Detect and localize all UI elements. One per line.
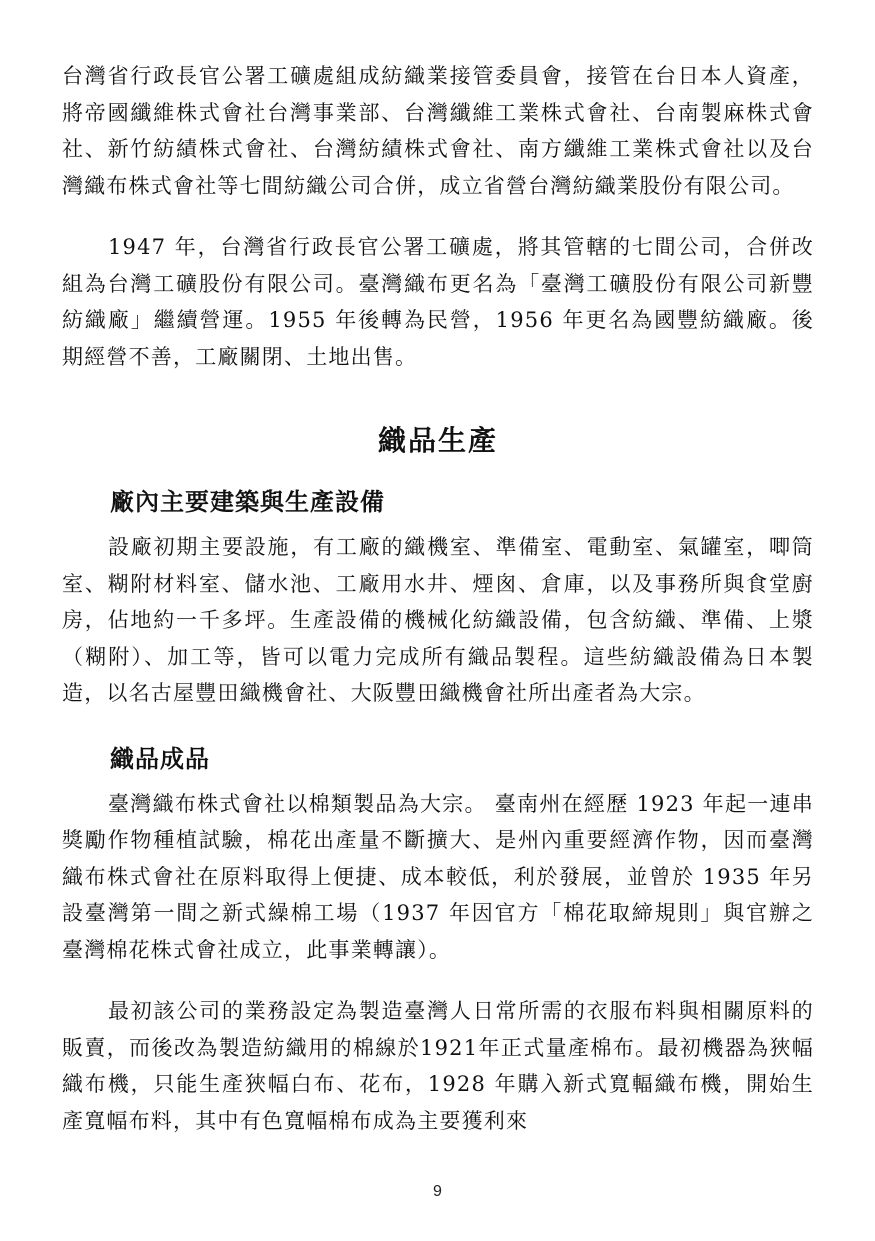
subheading-finished-products: 織品成品 bbox=[110, 744, 210, 773]
section-title: 織品生產 bbox=[377, 424, 498, 457]
paragraph-business-history: 最初該公司的業務設定為製造臺灣人日常所需的衣服布料與相關原料的販賣，而後改為製造紡織用的棉線於1921年正式量產棉布。最初機器為狹幅織布機，只能生產狹幅白布、花布，1928 年購入新式寬輻織布機，開始生產寬幅布料，其中有色寬幅棉布成為主要獲利來 bbox=[62, 999, 814, 1133]
paragraph-facilities: 設廠初期主要設施，有工廠的織機室、準備室、電動室、氣罐室，唧筒室、糊附材料室、儲水池、工廠用水井、煙囪、倉庫，以及事務所與食堂廚房，佔地約一千多坪。生產設備的機械化紡織設備，包含紡織、準備、上漿（糊附）、加工等，皆可以電力完成所有織品製程。這些紡織設備為日本製造，以名古屋豐田織機會社、大阪豐田織機會社所出產者為大宗。 bbox=[62, 535, 814, 705]
document-page bbox=[62, 58, 814, 1139]
paragraph-1947-reorganization: 1947 年，台灣省行政長官公署工礦處，將其管轄的七間公司，合併改組為台灣工礦股份有限公司。臺灣織布更名為「臺灣工礦股份有限公司新豐紡織廠」繼續營運。1955 年後轉為民營，1956 年更名為國豐紡織廠。後期經營不善，工廠關閉、土地出售。 bbox=[62, 235, 814, 369]
paragraph-merger: 台灣省行政長官公署工礦處組成紡織業接管委員會，接管在台日本人資產，將帝國纖維株式會社台灣事業部、台灣纖維工業株式會社、台南製麻株式會社、新竹紡績株式會社、台灣紡績株式會社、南方纖維工業株式會社以及台灣織布株式會社等七間紡織公司合併，成立省營台灣紡織業股份有限公司。 bbox=[62, 64, 814, 198]
subheading-buildings-equipment: 廠內主要建築與生產設備 bbox=[110, 488, 385, 516]
page-number: 9 bbox=[433, 1183, 442, 1200]
paragraph-cotton-products: 臺灣織布株式會社以棉類製品為大宗。 臺南州在經歷 1923 年起一連串獎勵作物種植試驗，棉花出產量不斷擴大、是州內重要經濟作物，因而臺灣織布株式會社在原料取得上便捷、成本較低，利於發展，並曾於 1935 年另設臺灣第一間之新式繰棉工場（1937 年因官方「棉花取締規則」與官辦之臺灣棉花株式會社成立，此事業轉讓）。 bbox=[62, 791, 814, 962]
